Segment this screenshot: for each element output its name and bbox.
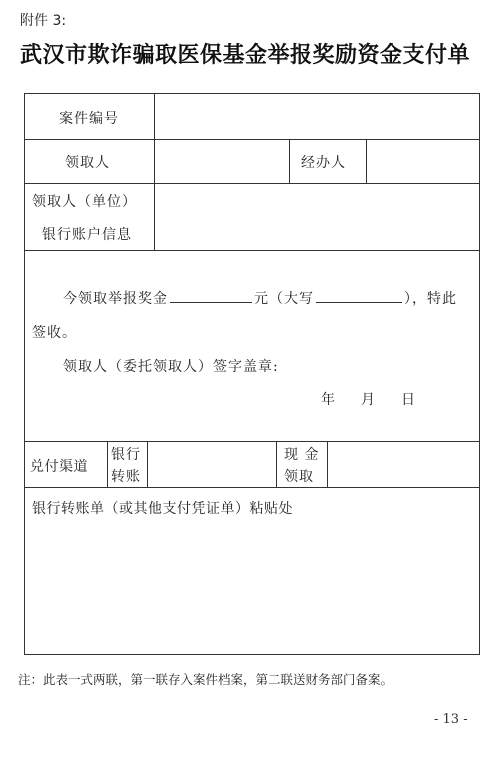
payment-form	[24, 93, 480, 655]
receipt-suffix: ），特此	[404, 291, 457, 307]
row-divider-3	[25, 250, 479, 251]
col-divider-handler-left	[289, 139, 290, 183]
receipt-mid: 元（大写	[254, 291, 314, 307]
recipient-label: 领取人	[65, 155, 110, 171]
date-year: 年	[321, 392, 336, 408]
col-divider-cash-left	[276, 441, 277, 487]
row-divider-1	[25, 139, 479, 140]
bank-info-label-line2: 银行账户信息	[42, 227, 132, 243]
amount-words-blank	[316, 288, 402, 303]
date-month: 月	[361, 392, 376, 408]
cash-label-line2: 领取	[284, 469, 314, 485]
document-title: 武汉市欺诈骗取医保基金举报奖励资金支付单	[20, 43, 471, 68]
cash-label-line1: 现 金	[284, 447, 320, 463]
bank-info-label-line1: 领取人（单位）	[32, 194, 137, 210]
date-day: 日	[401, 392, 416, 408]
col-divider-label	[154, 94, 155, 250]
row-divider-2	[25, 183, 479, 184]
receipt-prefix: 今领取举报奖金	[63, 291, 168, 307]
row-divider-4	[25, 441, 479, 442]
page-number: - 13 -	[434, 712, 468, 727]
col-divider-cash-right	[327, 441, 328, 487]
row-divider-5	[25, 487, 479, 488]
payment-channel-label: 兑付渠道	[30, 459, 88, 475]
signature-label: 领取人（委托领取人）签字盖章:	[63, 359, 279, 375]
case-number-label: 案件编号	[59, 111, 119, 127]
footnote: 注：此表一式两联，第一联存入案件档案，第二联送财务部门备案。	[18, 672, 394, 687]
paste-area-label: 银行转账单（或其他支付凭证单）粘贴处	[32, 501, 293, 517]
amount-blank	[170, 288, 252, 303]
col-divider-bank	[147, 441, 148, 487]
bank-transfer-label-line1: 银行	[111, 447, 141, 463]
receipt-statement	[63, 288, 457, 308]
col-divider-channel	[107, 441, 108, 487]
receipt-statement-line2: 签收。	[32, 325, 77, 341]
handler-label: 经办人	[301, 155, 346, 171]
col-divider-handler-right	[366, 139, 367, 183]
bank-transfer-label-line2: 转账	[111, 469, 141, 485]
attachment-label: 附件 3:	[20, 13, 67, 29]
